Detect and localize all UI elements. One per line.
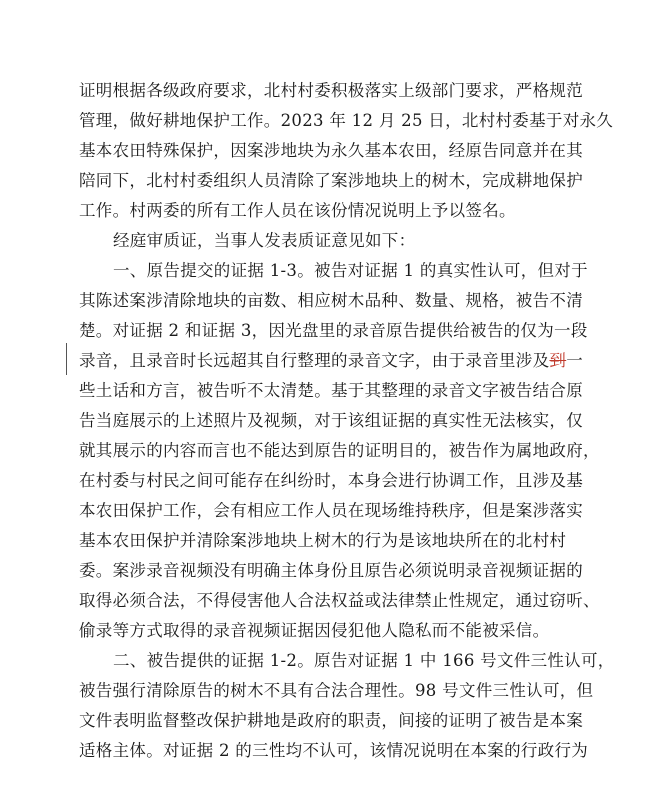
text-line: 文件表明监督整改保护耕地是政府的职责，间接的证明了被告是本案 <box>79 711 583 730</box>
text-line: 楚。对证据 2 和证据 3，因光盘里的录音原告提供给被告的仅为一段 <box>79 321 588 340</box>
paragraph-2 <box>79 226 553 256</box>
text-line: 管理，做好耕地保护工作。2023 年 12 月 25 日，北村村委基于对永久 <box>79 111 614 130</box>
text-line: 适格主体。对证据 2 的三性均不认可，该情况说明在本案的行政行为 <box>79 741 589 760</box>
revision-mark: 到 <box>549 351 567 370</box>
text-line: 经庭审质证，当事人发表质证意见如下： <box>113 231 416 250</box>
text-line: 本农田保护工作，会有相应工作人员在现场维持秩序，但是案涉落实 <box>79 501 583 520</box>
text-line: 证明根据各级政府要求，北村村委积极落实上级部门要求，严格规范 <box>79 81 583 100</box>
text-line: 被告强行清除原告的树木不具有合法合理性。98 号文件三性认可，但 <box>79 681 594 700</box>
paragraph-1 <box>79 76 614 226</box>
paragraph-3 <box>79 256 600 646</box>
text-line: 在村委与村民之间可能存在纠纷时，本身会进行协调工作，且涉及基 <box>79 471 583 490</box>
text-line: 一、原告提交的证据 1-3。被告对证据 1 的真实性认可，但对于 <box>113 261 588 280</box>
text-line: 告当庭展示的上述照片及视频，对于该组证据的真实性无法核实，仅 <box>79 411 583 430</box>
text-line: 委。案涉录音视频没有明确主体身份且原告必须说明录音视频证据的 <box>79 561 583 580</box>
text-line: 偷录等方式取得的录音视频证据因侵犯他人隐私而不能被采信。 <box>79 621 550 640</box>
text-line: 取得必须合法，不得侵害他人合法权益或法律禁止性规定，通过窃听、 <box>79 591 600 610</box>
text-line: 二、被告提供的证据 1-2。原告对证据 1 中 166 号文件三性认可， <box>113 651 615 670</box>
text-line: 基本农田特殊保护，因案涉地块为永久基本农田，经原告同意并在其 <box>79 141 583 160</box>
text-line: 基本农田保护并清除案涉地块上树木的行为是该地块所在的北村村 <box>79 531 567 550</box>
text-line: 其陈述案涉清除地块的亩数、相应树木品种、数量、规格，被告不清 <box>79 291 583 310</box>
text-line: 陪同下，北村村委组织人员清除了案涉地块上的树木，完成耕地保护 <box>79 171 583 190</box>
text-line-annotated: 录音，且录音时长远超其自行整理的录音文字，由于录音里涉及到一 <box>79 351 584 370</box>
text-line: 工作。村两委的所有工作人员在该份情况说明上予以签名。 <box>79 201 516 220</box>
paragraph-4 <box>79 646 615 766</box>
margin-change-bar <box>66 343 67 375</box>
document-body <box>79 76 615 766</box>
text-line: 就其展示的内容而言也不能达到原告的证明目的，被告作为属地政府， <box>79 441 600 460</box>
text-line: 些土话和方言，被告听不太清楚。基于其整理的录音文字被告结合原 <box>79 381 583 400</box>
